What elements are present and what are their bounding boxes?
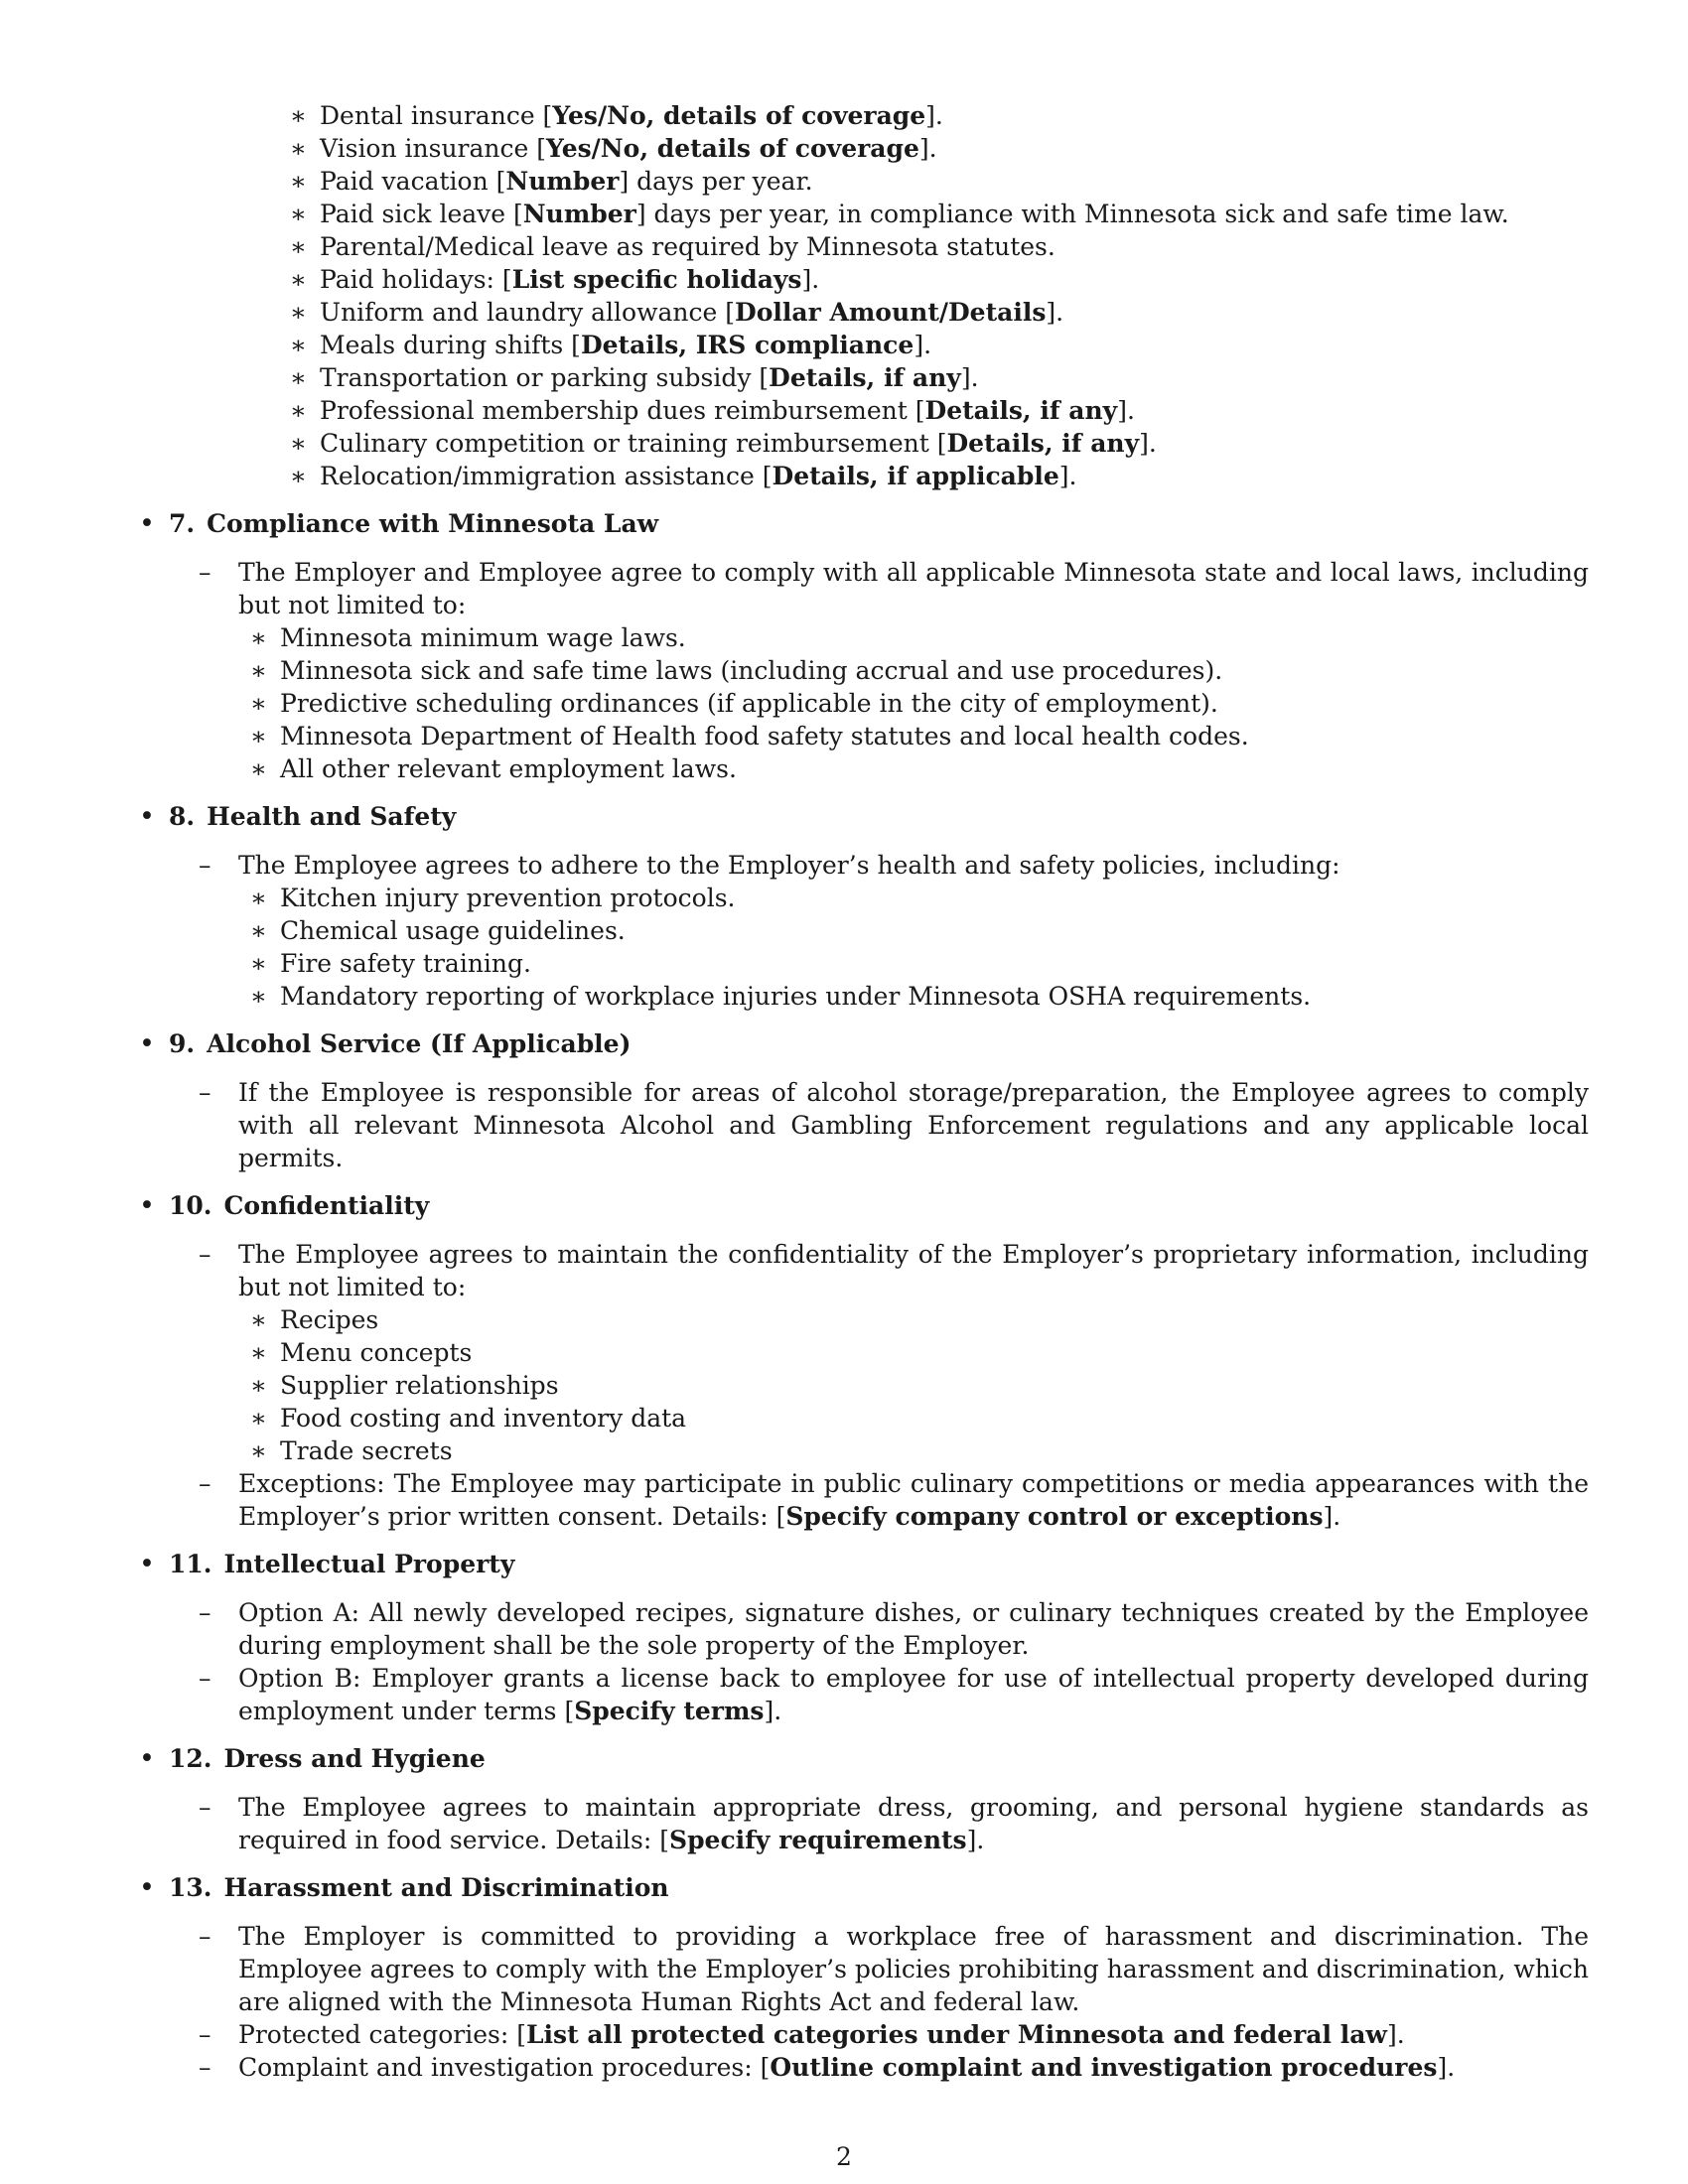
clause-item <box>199 849 1589 1013</box>
sub-item: ∗ Minnesota Department of Health food safety statutes and local health codes. <box>238 720 1589 752</box>
item-text: Complaint and investigation procedures: [ <box>238 2053 771 2082</box>
clause-text <box>238 2018 1589 2051</box>
sub-item: ∗ Trade secrets <box>238 1434 1589 1467</box>
item-text: Relocation/immigration assistance [ <box>320 462 773 490</box>
placeholder-field: List all protected categories under Minnesota and federal law <box>525 2020 1387 2049</box>
item-text-after: ]. <box>764 1697 782 1725</box>
section-number: 8. <box>169 802 196 831</box>
item-text-after: ]. <box>1437 2053 1456 2082</box>
placeholder-field: List specific holidays <box>511 265 802 294</box>
placeholder-field: Details, if any <box>769 363 961 392</box>
sub-item: ∗ Kitchen injury prevention protocols. <box>238 882 1589 914</box>
clause-text <box>238 1596 1589 1662</box>
clause-list <box>199 556 1589 785</box>
item-text: Vision insurance [ <box>320 134 547 163</box>
clause-item <box>199 2018 1589 2051</box>
benefit-item <box>278 394 1589 427</box>
item-text-after: ]. <box>918 134 937 163</box>
clause-list <box>199 1596 1589 1727</box>
clause-list <box>199 1920 1589 2084</box>
clause-text <box>238 1467 1589 1533</box>
section-item <box>139 1027 1589 1174</box>
item-text-after: ]. <box>801 265 820 294</box>
item-text: The Employee agrees to maintain the confidentiality of the Employer’s proprietary information, including but not limited to: <box>238 1240 1589 1301</box>
placeholder-field: Number <box>522 200 636 228</box>
item-text-after: ]. <box>1117 396 1135 425</box>
item-text-after: ]. <box>914 331 932 359</box>
item-text: Transportation or parking subsidy [ <box>320 363 770 392</box>
section-heading <box>169 1027 1589 1060</box>
clause-list <box>199 1238 1589 1533</box>
clause-text <box>238 1076 1589 1174</box>
item-text-after: ]. <box>925 101 943 130</box>
clause-item <box>199 1791 1589 1856</box>
placeholder-field: Number <box>505 167 620 196</box>
placeholder-field: Details, if any <box>946 429 1140 458</box>
item-text: Professional membership dues reimbursement [ <box>320 396 925 425</box>
section-title: Intellectual Property <box>223 1550 515 1578</box>
document-body <box>139 99 1589 2084</box>
placeholder-field: Specify company control or exceptions <box>785 1502 1324 1531</box>
clause-text <box>238 1791 1589 1856</box>
item-text: The Employee agrees to adhere to the Employer’s health and safety policies, including: <box>238 851 1340 880</box>
section-title: Health and Safety <box>207 802 457 831</box>
benefit-item <box>278 132 1589 165</box>
section-number: 9. <box>169 1029 196 1058</box>
page-number: 2 <box>836 2142 852 2171</box>
item-text-after: ]. <box>1046 298 1064 327</box>
section-number: 11. <box>169 1550 212 1578</box>
clause-list <box>199 1791 1589 1856</box>
item-text-after: ]. <box>1386 2020 1405 2049</box>
section-title: Confidentiality <box>223 1191 430 1220</box>
section-title: Alcohol Service (If Applicable) <box>207 1029 632 1058</box>
sub-item: ∗ Recipes <box>238 1303 1589 1336</box>
clause-item <box>199 556 1589 785</box>
clause-list <box>199 849 1589 1013</box>
sub-list <box>238 1303 1589 1467</box>
item-text-after: ]. <box>960 363 979 392</box>
clause-text <box>238 556 1589 621</box>
section-item <box>139 1871 1589 2084</box>
clause-item <box>199 1238 1589 1467</box>
item-text: Parental/Medical leave as required by Minnesota statutes. <box>320 232 1055 261</box>
clause-item <box>199 1467 1589 1533</box>
item-text: Option B: Employer grants a license back to employee for use of intellectual property developed during employment under terms [ <box>238 1664 1589 1725</box>
placeholder-field: Dollar Amount/Details <box>735 298 1047 327</box>
item-text: Protected categories: [ <box>238 2020 526 2049</box>
placeholder-field: Outline complaint and investigation procedures <box>770 2053 1438 2082</box>
clause-text <box>238 1662 1589 1727</box>
item-text: Paid holidays: [ <box>320 265 512 294</box>
placeholder-field: Details, if applicable <box>772 462 1059 490</box>
placeholder-field: Specify terms <box>574 1697 765 1725</box>
item-text: If the Employee is responsible for areas of alcohol storage/preparation, the Employee agrees to comply with all relevant Minnesota Alcohol and Gambling Enforcement regulations and any applicable local permits. <box>238 1078 1589 1172</box>
sub-item: ∗ Minnesota sick and safe time laws (including accrual and use procedures). <box>238 654 1589 687</box>
benefit-item <box>278 296 1589 329</box>
item-text: The Employee agrees to maintain appropriate dress, grooming, and personal hygiene standards as required in food service. Details: [ <box>238 1793 1589 1854</box>
sub-item: ∗ Fire safety training. <box>238 947 1589 980</box>
benefit-item <box>278 263 1589 296</box>
sub-item: ∗ Minnesota minimum wage laws. <box>238 621 1589 654</box>
sub-item: ∗ Predictive scheduling ordinances (if applicable in the city of employment). <box>238 687 1589 720</box>
clause-item <box>199 2051 1589 2084</box>
placeholder-field: Specify requirements <box>669 1826 967 1854</box>
clause-text <box>238 1238 1589 1303</box>
item-text: Meals during shifts [ <box>320 331 581 359</box>
placeholder-field: Yes/No, details of coverage <box>552 101 926 130</box>
item-text-after: ]. <box>1058 462 1077 490</box>
clause-item <box>199 1920 1589 2018</box>
benefit-item <box>278 427 1589 460</box>
item-text: Exceptions: The Employee may participate in public culinary competitions or media appearances with the Employer’s prior written consent. Details: [ <box>238 1469 1589 1531</box>
clause-item <box>199 1076 1589 1174</box>
sub-list <box>238 621 1589 785</box>
sub-item: ∗ Mandatory reporting of workplace injuries under Minnesota OSHA requirements. <box>238 980 1589 1013</box>
section-number: 10. <box>169 1191 212 1220</box>
sub-item: ∗ Chemical usage guidelines. <box>238 914 1589 947</box>
item-text: Option A: All newly developed recipes, signature dishes, or culinary techniques created by the Employee during employment shall be the sole property of the Employer. <box>238 1598 1589 1660</box>
sections-list <box>139 507 1589 2084</box>
item-text: Dental insurance [ <box>320 101 553 130</box>
sub-item: ∗ Menu concepts <box>238 1336 1589 1369</box>
section-heading <box>169 1871 1589 1904</box>
section-heading <box>169 1189 1589 1222</box>
placeholder-field: Yes/No, details of coverage <box>546 134 919 163</box>
section-title: Compliance with Minnesota Law <box>207 509 659 538</box>
item-text-after: ] days per year, in compliance with Minnesota sick and safe time law. <box>635 200 1509 228</box>
item-text: The Employer is committed to providing a workplace free of harassment and discrimination. The Employee agrees to comply with the Employer’s policies prohibiting harassment and discrimination, which are aligned with the Minnesota Human Rights Act and federal law. <box>238 1922 1589 2016</box>
section-item <box>139 1548 1589 1727</box>
clause-text <box>238 849 1589 882</box>
section-item <box>139 1189 1589 1533</box>
benefit-item <box>278 230 1589 263</box>
item-text: Uniform and laundry allowance [ <box>320 298 736 327</box>
clause-text <box>238 1920 1589 2018</box>
section-number: 7. <box>169 509 196 538</box>
section-item <box>139 800 1589 1013</box>
placeholder-field: Details, if any <box>924 396 1118 425</box>
item-text-after: ]. <box>1139 429 1157 458</box>
section-item <box>139 1742 1589 1856</box>
section-heading <box>169 1742 1589 1775</box>
clause-item <box>199 1596 1589 1662</box>
section-heading <box>169 800 1589 833</box>
item-text: Paid sick leave [ <box>320 200 523 228</box>
section-heading <box>169 507 1589 540</box>
placeholder-field: Details, IRS compliance <box>580 331 914 359</box>
section-item <box>139 507 1589 785</box>
benefit-item <box>278 198 1589 230</box>
sub-item: ∗ All other relevant employment laws. <box>238 752 1589 785</box>
section-number: 13. <box>169 1873 212 1902</box>
section-title: Dress and Hygiene <box>223 1744 486 1773</box>
sub-item: ∗ Food costing and inventory data <box>238 1402 1589 1434</box>
item-text-after: ]. <box>1323 1502 1341 1531</box>
clause-item <box>199 1662 1589 1727</box>
benefit-item <box>278 361 1589 394</box>
benefits-list <box>278 99 1589 492</box>
item-text: Paid vacation [ <box>320 167 506 196</box>
benefit-item <box>278 329 1589 361</box>
item-text-after: ] days per year. <box>619 167 813 196</box>
benefit-item <box>278 460 1589 492</box>
section-heading <box>169 1548 1589 1580</box>
item-text-after: ]. <box>966 1826 985 1854</box>
clause-text <box>238 2051 1589 2084</box>
sub-item: ∗ Supplier relationships <box>238 1369 1589 1402</box>
benefit-item <box>278 165 1589 198</box>
item-text: Culinary competition or training reimbursement [ <box>320 429 947 458</box>
section-number: 12. <box>169 1744 212 1773</box>
sub-list <box>238 882 1589 1013</box>
benefit-item <box>278 99 1589 132</box>
section-title: Harassment and Discrimination <box>223 1873 669 1902</box>
clause-list <box>199 1076 1589 1174</box>
item-text: The Employer and Employee agree to comply with all applicable Minnesota state and local laws, including but not limited to: <box>238 558 1589 619</box>
